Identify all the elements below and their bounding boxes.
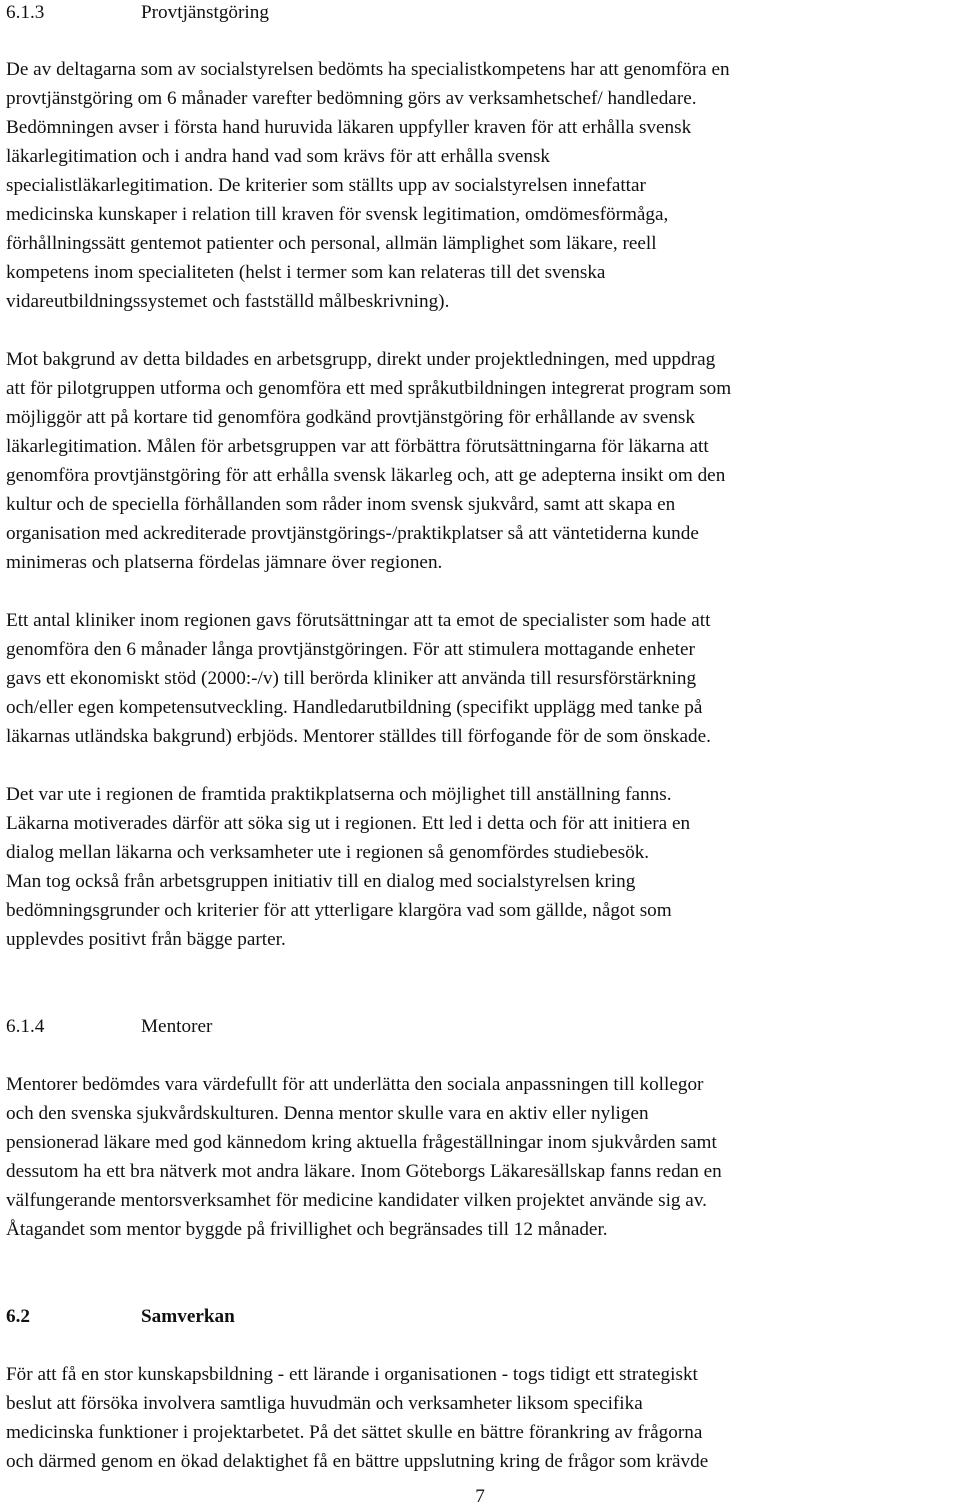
text-line: Åtagandet som mentor byggde på frivillighet och begränsades till 12 månader.	[6, 1219, 608, 1240]
text-line: Man tog också från arbetsgruppen initiativ till en dialog med socialstyrelsen kring	[6, 871, 636, 892]
section-number: 6.1.3	[6, 2, 45, 23]
section-number: 6.1.4	[6, 1016, 45, 1037]
text-line: gavs ett ekonomiskt stöd (2000:-/v) till berörda kliniker att använda till resursförstärkning	[6, 668, 697, 689]
text-line: välfungerande mentorsverksamhet för medicine kandidater vilken projektet använde sig av.	[6, 1190, 707, 1211]
text-line: minimeras och platserna fördelas jämnare över regionen.	[6, 552, 443, 573]
text-line: dialog mellan läkarna och verksamheter ute i regionen så genomfördes studiebesök.	[6, 842, 650, 863]
text-line: läkarlegitimation och i andra hand vad som krävs för att erhålla svensk	[6, 146, 551, 167]
text-line: Bedömningen avser i första hand huruvida läkaren uppfyller kraven för att erhålla svensk	[6, 117, 692, 138]
text-line: vidareutbildningssystemet och fastställd målbeskrivning).	[6, 291, 450, 312]
paragraph	[6, 345, 956, 577]
text-line: För att få en stor kunskapsbildning - ett lärande i organisationen - togs tidigt ett strategiskt	[6, 1364, 698, 1385]
paragraph	[6, 780, 956, 954]
text-line: medicinska funktioner i projektarbetet. På det sättet skulle en bättre förankring av frågorna	[6, 1422, 703, 1443]
text-line: genomföra den 6 månader långa provtjänstgöringen. För att stimulera mottagande enheter	[6, 639, 695, 660]
text-line: provtjänstgöring om 6 månader varefter bedömning görs av verksamhetschef/ handledare.	[6, 88, 697, 109]
text-line: specialistläkarlegitimation. De kriterier som ställts upp av socialstyrelsen innefattar	[6, 175, 646, 196]
text-line: bedömningsgrunder och kriterier för att ytterligare klargöra vad som gällde, något som	[6, 900, 672, 921]
text-line: läkarnas utländska bakgrund) erbjöds. Mentorer ställdes till förfogande för de som önskade.	[6, 726, 711, 747]
text-line: beslut att försöka involvera samtliga huvudmän och verksamheter liksom specifika	[6, 1393, 643, 1414]
section-title: Provtjänstgöring	[141, 2, 269, 23]
text-line: och/eller egen kompetensutveckling. Handledarutbildning (specifikt upplägg med tanke på	[6, 697, 703, 718]
text-line: läkarlegitimation. Målen för arbetsgruppen var att förbättra förutsättningarna för läkarna att	[6, 436, 709, 457]
text-line: kultur och de speciella förhållanden som råder inom svensk sjukvård, samt att skapa en	[6, 494, 676, 515]
text-line: Mentorer bedömdes vara värdefullt för att underlätta den sociala anpassningen till kollegor	[6, 1074, 704, 1095]
paragraph	[6, 1360, 956, 1476]
text-line: och därmed genom en ökad delaktighet få en bättre uppslutning kring de frågor som krävde	[6, 1451, 709, 1472]
text-line: organisation med ackrediterade provtjänstgörings-/praktikplatser så att väntetiderna kunde	[6, 523, 699, 544]
section-title: Samverkan	[141, 1306, 235, 1327]
text-line: Mot bakgrund av detta bildades en arbetsgrupp, direkt under projektledningen, med uppdrag	[6, 349, 716, 370]
text-line: förhållningssätt gentemot patienter och personal, allmän lämplighet som läkare, reell	[6, 233, 657, 254]
section-number: 6.2	[6, 1306, 30, 1327]
text-line: Ett antal kliniker inom regionen gavs förutsättningar att ta emot de specialister som hade att	[6, 610, 711, 631]
paragraph	[6, 606, 956, 751]
section-title: Mentorer	[141, 1016, 213, 1037]
text-line: att för pilotgruppen utforma och genomföra ett med språkutbildningen integrerat program som	[6, 378, 732, 399]
text-line: kompetens inom specialiteten (helst i termer som kan relateras till det svenska	[6, 262, 606, 283]
paragraph	[6, 55, 956, 316]
text-line: dessutom ha ett bra nätverk mot andra läkare. Inom Göteborgs Läkaresällskap fanns redan en	[6, 1161, 722, 1182]
text-line: Läkarna motiverades därför att söka sig ut i regionen. Ett led i detta och för att initiera en	[6, 813, 691, 834]
text-line: medicinska kunskaper i relation till kraven för svensk legitimation, omdömesförmåga,	[6, 204, 669, 225]
page-number: 7	[475, 1486, 485, 1507]
text-line: Det var ute i regionen de framtida praktikplatserna och möjlighet till anställning fanns.	[6, 784, 672, 805]
text-line: De av deltagarna som av socialstyrelsen bedömts ha specialistkompetens har att genomföra en	[6, 59, 730, 80]
text-line: och den svenska sjukvårdskulturen. Denna mentor skulle vara en aktiv eller nyligen	[6, 1103, 649, 1124]
text-line: möjliggör att på kortare tid genomföra godkänd provtjänstgöring för erhållande av svensk	[6, 407, 695, 428]
text-line: pensionerad läkare med god kännedom kring aktuella frågeställningar inom sjukvården samt	[6, 1132, 717, 1153]
paragraph	[6, 1070, 956, 1244]
text-line: genomföra provtjänstgöring för att erhålla svensk läkarleg och, att ge adepterna insikt om den	[6, 465, 726, 486]
text-line: upplevdes positivt från bägge parter.	[6, 929, 286, 950]
